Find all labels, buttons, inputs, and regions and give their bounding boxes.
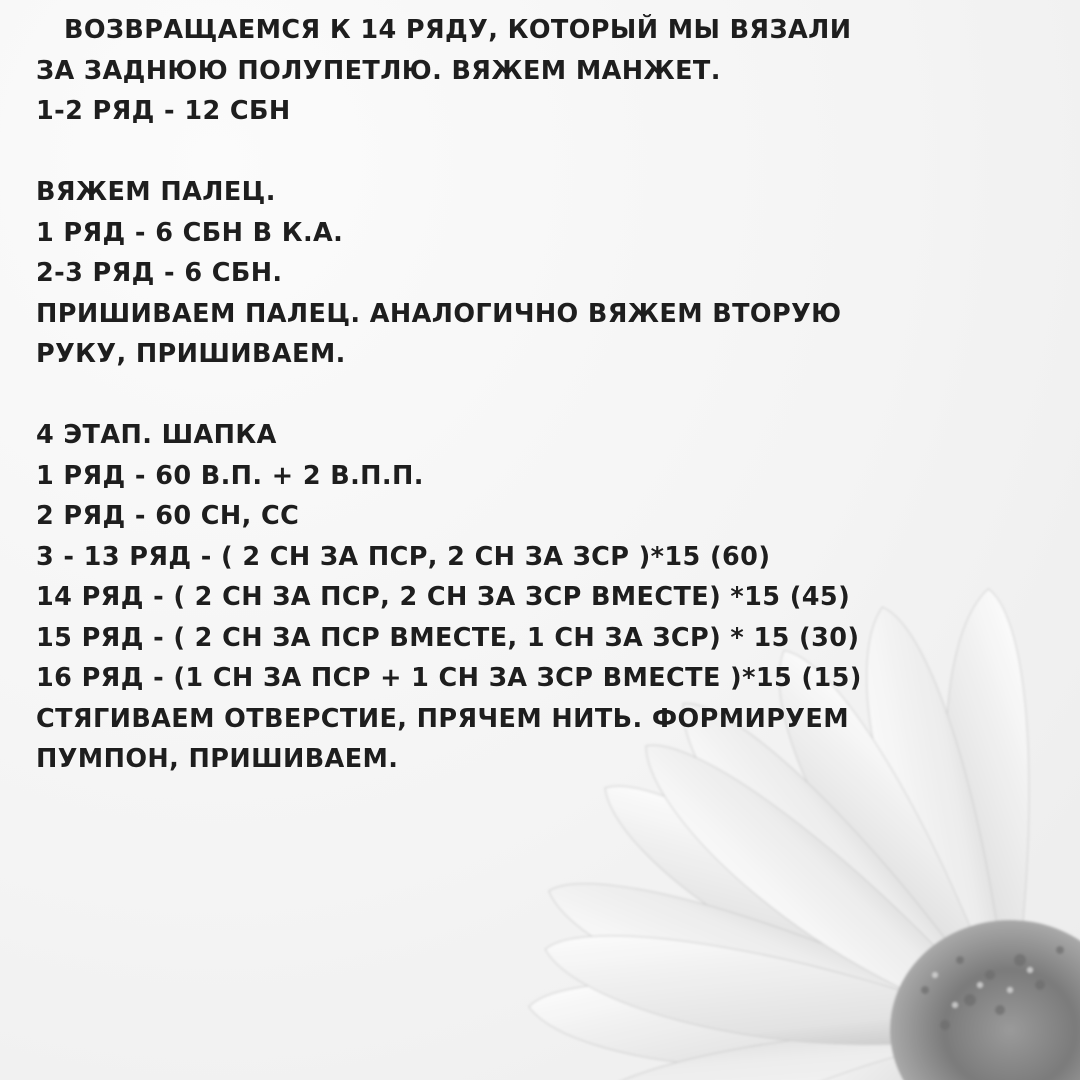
- text-line: ВОЗВРАЩАЕМСЯ К 14 РЯДУ, КОТОРЫЙ МЫ ВЯЗАЛИ: [64, 15, 852, 45]
- section-heading: ВЯЖЕМ ПАЛЕЦ.: [36, 177, 276, 207]
- text-line: РУКУ, ПРИШИВАЕМ.: [36, 339, 346, 369]
- text-line: СТЯГИВАЕМ ОТВЕРСТИЕ, ПРЯЧЕМ НИТЬ. ФОРМИРУЕМ: [36, 703, 849, 734]
- text-line: 16 РЯД - (1 СН ЗА ПСР + 1 СН ЗА ЗСР ВМЕСТЕ )*15 (15): [36, 663, 862, 693]
- text-line: 3 - 13 РЯД - ( 2 СН ЗА ПСР, 2 СН ЗА ЗСР )*15 (60): [36, 541, 771, 572]
- text-line: 1-2 РЯД - 12 СБН: [36, 96, 291, 126]
- text-line: ЗА ЗАДНЮЮ ПОЛУПЕТЛЮ. ВЯЖЕМ МАНЖЕТ.: [36, 55, 721, 86]
- text-line: 15 РЯД - ( 2 СН ЗА ПСР ВМЕСТЕ, 1 СН ЗА ЗСР) * 15 (30): [36, 622, 860, 653]
- text-line: 2-3 РЯД - 6 СБН.: [36, 258, 283, 288]
- text-line: 2 РЯД - 60 СН, СС: [36, 501, 300, 531]
- paragraph-gap: [36, 375, 1046, 416]
- pattern-instructions: [36, 10, 1046, 780]
- text-line: ПУМПОН, ПРИШИВАЕМ.: [36, 744, 399, 774]
- section-heading: 4 ЭТАП. ШАПКА: [36, 420, 277, 450]
- text-line: ПРИШИВАЕМ ПАЛЕЦ. АНАЛОГИЧНО ВЯЖЕМ ВТОРУЮ: [36, 298, 842, 329]
- text-line: 1 РЯД - 6 СБН В К.А.: [36, 217, 344, 248]
- text-line: 14 РЯД - ( 2 СН ЗА ПСР, 2 СН ЗА ЗСР ВМЕСТЕ) *15 (45): [36, 582, 851, 612]
- paragraph-gap: [36, 132, 1046, 173]
- text-line: 1 РЯД - 60 В.П. + 2 В.П.П.: [36, 460, 424, 491]
